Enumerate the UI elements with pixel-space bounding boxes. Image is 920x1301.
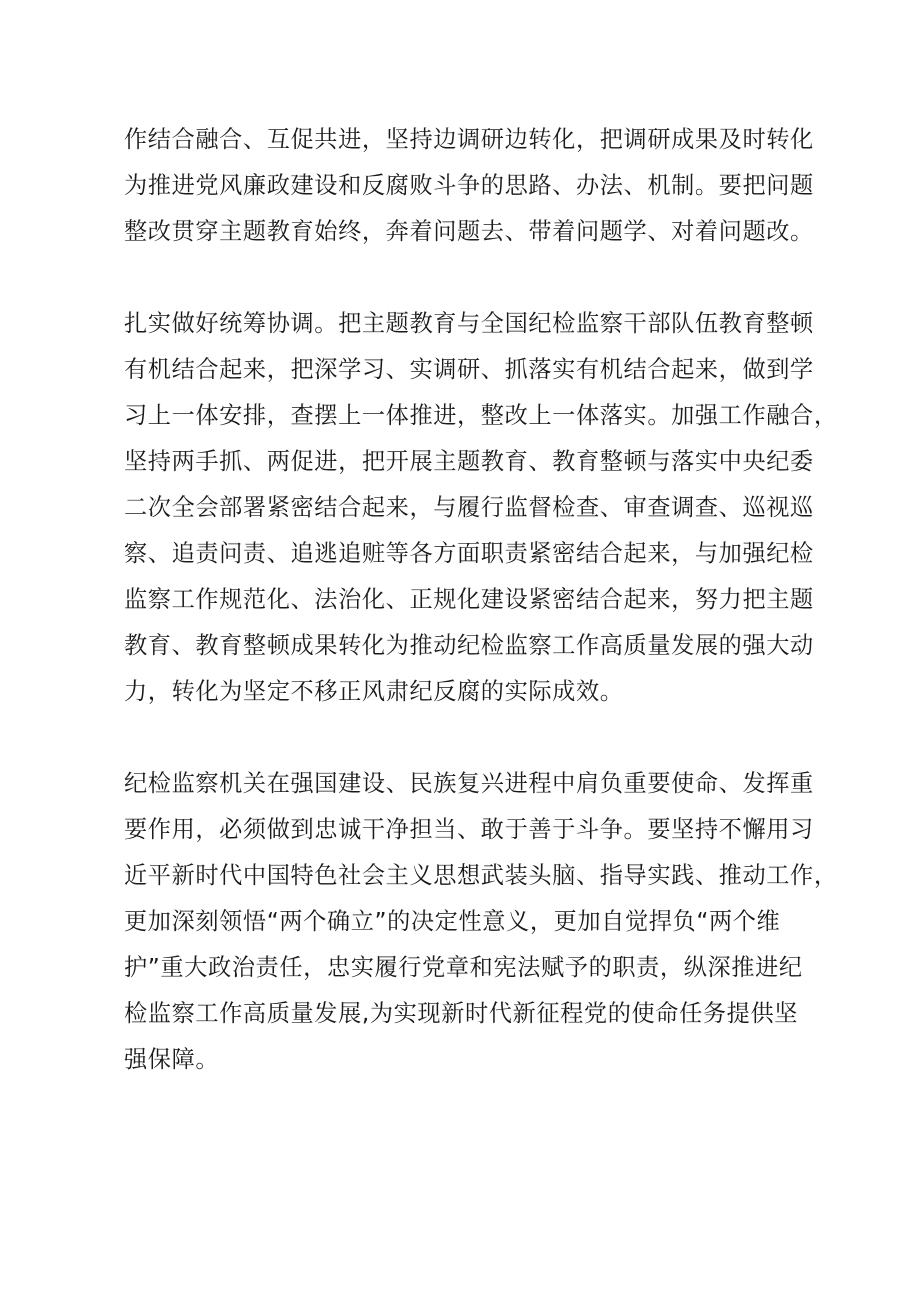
text-line: 近平新时代中国特色社会主义思想武装头脑、指导实践、推动工作， xyxy=(124,862,838,889)
text-line: 作结合融合、互促共进，坚持边调研边转化，把调研成果及时转化 xyxy=(124,126,814,153)
text-line: 更加深刻领悟“两个确立”的决定性意义，更加自觉捍负“两个维 xyxy=(124,908,781,935)
text-line: 纪检监察机关在强国建设、民族复兴进程中肩负重要使命、发挥重 xyxy=(124,770,814,797)
paragraph-2 xyxy=(124,301,838,715)
text-line: 护”重大政治责任，忠实履行党章和宪法赋予的职责，纵深推进纪 xyxy=(124,954,803,981)
text-line: 为推进党风廉政建设和反腐败斗争的思路、办法、机制。要把问题 xyxy=(124,172,814,199)
text-line: 扎实做好统筹协调。把主题教育与全国纪检监察干部队伍教育整顿 xyxy=(124,310,814,337)
text-line: 察、追责问责、追逃追赃等各方面职责紧密结合起来，与加强纪检 xyxy=(124,540,814,567)
text-line: 监察工作规范化、法治化、正规化建设紧密结合起来，努力把主题 xyxy=(124,586,814,613)
document-body xyxy=(124,117,838,1083)
paragraph-spacer xyxy=(124,715,804,761)
paragraph-spacer xyxy=(124,255,804,301)
text-line: 二次全会部署紧密结合起来，与履行监督检查、审查调查、巡视巡 xyxy=(124,494,814,521)
text-line: 整改贯穿主题教育始终，奔着问题去、带着问题学、对着问题改。 xyxy=(124,218,814,245)
text-line: 习上一体安排，查摆上一体推进，整改上一体落实。加强工作融合， xyxy=(124,402,838,429)
text-line: 教育、教育整顿成果转化为推动纪检监察工作高质量发展的强大动 xyxy=(124,632,814,659)
text-line: 检监察工作高质量发展,为实现新时代新征程党的使命任务提供坚 xyxy=(124,1000,799,1027)
text-line: 坚持两手抓、两促进，把开展主题教育、教育整顿与落实中央纪委 xyxy=(124,448,814,475)
text-line: 力，转化为坚定不移正风肃纪反腐的实际成效。 xyxy=(124,678,624,705)
paragraph-3 xyxy=(124,761,838,1083)
paragraph-1 xyxy=(124,117,814,255)
text-line: 有机结合起来，把深学习、实调研、抓落实有机结合起来，做到学 xyxy=(124,356,814,383)
text-line: 要作用，必须做到忠诚干净担当、敢于善于斗争。要坚持不懈用习 xyxy=(124,816,814,843)
text-line: 强保障。 xyxy=(124,1046,220,1073)
